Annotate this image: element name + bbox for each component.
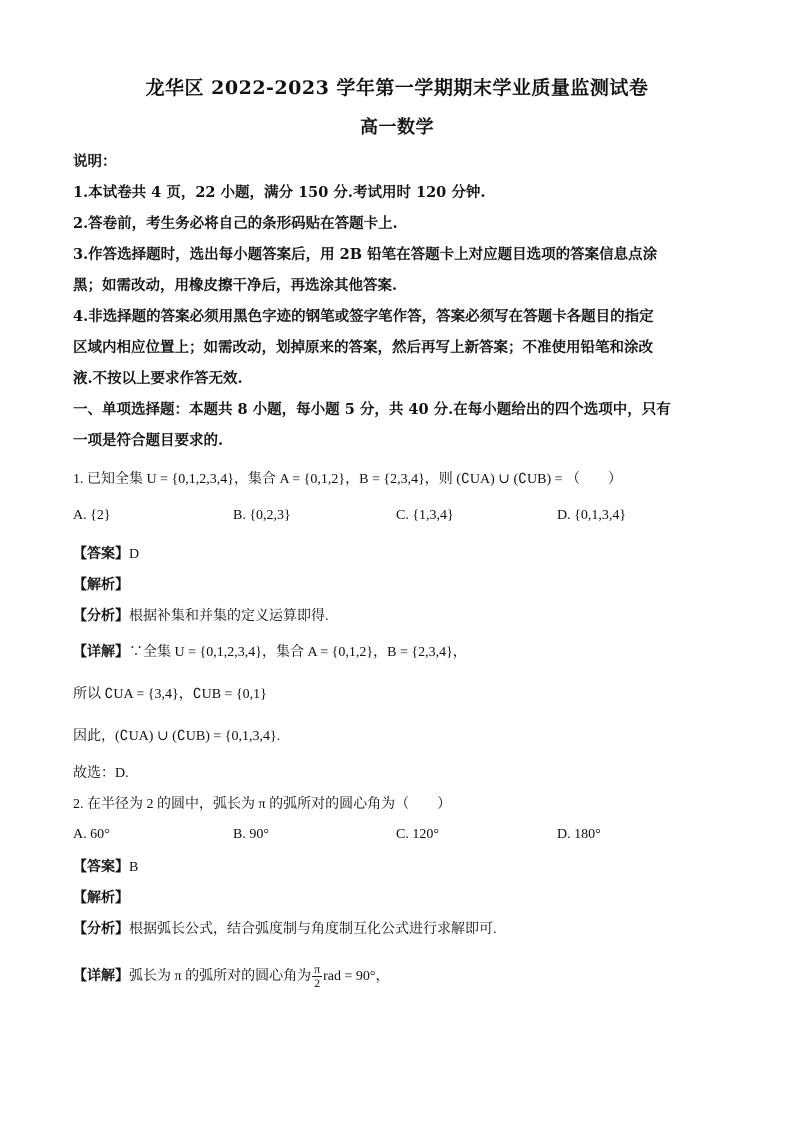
answer-tag: 【答案】 — [73, 547, 129, 562]
q2-option-c: C. 120° — [396, 827, 439, 842]
q2-detail — [73, 962, 733, 992]
fraction-numerator: π — [314, 962, 321, 977]
q1-step2: 因此，(∁UA) ∪ (∁UB) = {0,1,3,4}. — [73, 729, 281, 744]
exam-title: 龙华区 2022-2023 学年第一学期期末学业质量监测试卷 — [145, 77, 649, 99]
fraction-denominator: 2 — [314, 976, 321, 991]
instruction-item: 区域内相应位置上；如需改动，划掉原来的答案，然后再写上新答案；不准使用铅笔和涂改 — [73, 339, 653, 356]
answer-tag: 【答案】 — [73, 860, 129, 875]
q1-option-b: B. {0,2,3} — [233, 508, 291, 523]
instruction-item: 2.答卷前，考生务必将自己的条形码贴在答题卡上. — [73, 215, 398, 232]
instructions-label: 说明： — [73, 153, 117, 170]
q1-option-c: C. {1,3,4} — [396, 508, 454, 523]
detail-tag: 【详解】 — [73, 969, 129, 984]
answer-value: D — [129, 547, 140, 562]
fenxi-text: 根据补集和并集的定义运算即得. — [129, 609, 329, 624]
analysis-tag: 【解析】 — [73, 578, 129, 593]
pi-over-2-fraction — [312, 963, 322, 990]
instruction-item: 4.非选择题的答案必须用黑色字迹的钢笔或签字笔作答，答案必须写在答题卡各题目的指定 — [73, 308, 654, 325]
instruction-item: 3.作答选择题时，选出每小题答案后，用 2B 铅笔在答题卡上对应题目选项的答案信息点涂 — [73, 246, 658, 263]
fenxi-text: 根据弧长公式，结合弧度制与角度制互化公式进行求解即可. — [129, 922, 497, 937]
instruction-item: 黑；如需改动，用橡皮擦干净后，再选涂其他答案. — [73, 277, 398, 294]
q1-analysis — [73, 576, 733, 596]
q2-option-d: D. 180° — [557, 827, 601, 842]
instruction-item: 液.不按以上要求作答无效. — [73, 370, 243, 387]
fenxi-tag: 【分析】 — [73, 609, 129, 624]
answer-value: B — [129, 860, 139, 875]
detail-text: ∵全集 U = {0,1,2,3,4}，集合 A = {0,1,2}，B = {2,3,4}， — [129, 645, 467, 660]
detail-tag: 【详解】 — [73, 645, 129, 660]
instruction-item: 1.本试卷共 4 页，22 小题，满分 150 分.考试用时 120 分钟. — [73, 184, 486, 201]
question-1-stem: 1. 已知全集 U = {0,1,2,3,4}，集合 A = {0,1,2}，B = {2,3,4}，则 (∁UA) ∪ (∁UB) = （ ） — [73, 472, 623, 487]
detail-text: 弧长为 π 的弧所对的圆心角为 — [129, 969, 312, 984]
q1-detail — [73, 643, 733, 663]
q2-fenxi — [73, 920, 733, 940]
analysis-tag: 【解析】 — [73, 891, 129, 906]
question-2-stem: 2. 在半径为 2 的圆中，弧长为 π 的弧所对的圆心角为（ ） — [73, 797, 452, 812]
q1-fenxi — [73, 607, 733, 627]
section-heading-cont: 一项是符合题目要求的. — [73, 432, 224, 449]
q2-analysis — [73, 889, 733, 909]
q2-option-b: B. 90° — [233, 827, 269, 842]
q2-answer — [73, 858, 733, 878]
fenxi-tag: 【分析】 — [73, 922, 129, 937]
q1-conclusion: 故选：D. — [73, 766, 129, 781]
exam-subtitle: 高一数学 — [360, 117, 434, 138]
q2-option-a: A. 60° — [73, 827, 110, 842]
q1-step1: 所以 ∁UA = {3,4}，∁UB = {0,1} — [73, 687, 267, 702]
q1-option-a: A. {2} — [73, 508, 111, 523]
q1-answer — [73, 545, 733, 565]
detail-result: rad = 90°， — [323, 969, 390, 984]
q1-option-d: D. {0,1,3,4} — [557, 508, 627, 523]
section-heading: 一、单项选择题：本题共 8 小题，每小题 5 分，共 40 分.在每小题给出的四个选项中，只有 — [73, 401, 671, 418]
